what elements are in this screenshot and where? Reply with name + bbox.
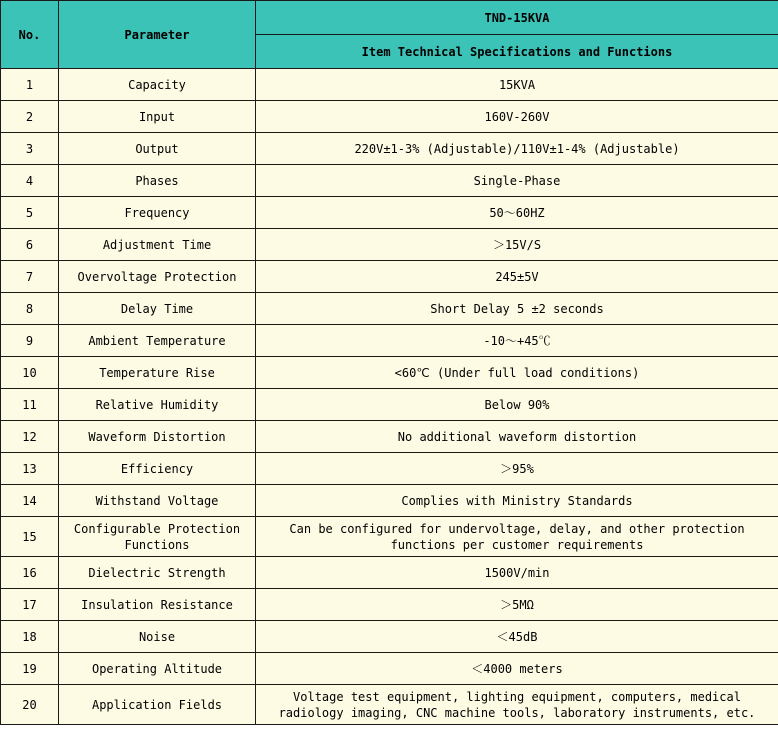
table-row [1,557,778,589]
row-parameter: Application Fields [59,685,256,725]
row-parameter: Capacity [59,69,256,101]
row-parameter: Ambient Temperature [59,325,256,357]
table-header [1,1,778,69]
row-number: 15 [1,517,59,557]
table-row [1,165,778,197]
table-row [1,69,778,101]
row-value: 1500V/min [256,557,778,589]
row-parameter: Frequency [59,197,256,229]
row-parameter: Temperature Rise [59,357,256,389]
table-row [1,389,778,421]
row-number: 16 [1,557,59,589]
row-value: 245±5V [256,261,778,293]
row-number: 19 [1,653,59,685]
row-value: ＞15V/S [256,229,778,261]
table-row [1,357,778,389]
row-parameter: Output [59,133,256,165]
row-value: 50～60HZ [256,197,778,229]
row-value: ＜45dB [256,621,778,653]
table-row [1,453,778,485]
row-parameter: Efficiency [59,453,256,485]
row-number: 11 [1,389,59,421]
row-value: Can be configured for undervoltage, delay, and other protection functions per customer requirements [256,517,778,557]
row-value: Single-Phase [256,165,778,197]
row-number: 4 [1,165,59,197]
row-number: 7 [1,261,59,293]
table-row [1,517,778,557]
row-number: 9 [1,325,59,357]
row-value: Complies with Ministry Standards [256,485,778,517]
row-parameter: Dielectric Strength [59,557,256,589]
row-number: 2 [1,101,59,133]
row-value: -10～+45℃ [256,325,778,357]
row-number: 13 [1,453,59,485]
table-row [1,101,778,133]
table-row [1,293,778,325]
row-value: ＞5MΩ [256,589,778,621]
header-model: TND-15KVA [256,1,778,35]
table-body [1,69,778,725]
row-value: Short Delay 5 ±2 seconds [256,293,778,325]
row-parameter: Operating Altitude [59,653,256,685]
row-parameter: Relative Humidity [59,389,256,421]
row-number: 8 [1,293,59,325]
row-value: Voltage test equipment, lighting equipment, computers, medical radiology imaging, CNC machine tools, laboratory instruments, etc. [256,685,778,725]
table-row [1,485,778,517]
row-number: 1 [1,69,59,101]
row-number: 20 [1,685,59,725]
row-value: ＞95% [256,453,778,485]
table-row [1,229,778,261]
row-value: Below 90% [256,389,778,421]
row-number: 17 [1,589,59,621]
table-row [1,133,778,165]
table-row [1,325,778,357]
row-parameter: Noise [59,621,256,653]
header-parameter: Parameter [59,1,256,69]
table-row [1,421,778,453]
row-number: 10 [1,357,59,389]
row-parameter: Input [59,101,256,133]
row-value: 160V-260V [256,101,778,133]
table-row [1,589,778,621]
header-no: No. [1,1,59,69]
table-row [1,653,778,685]
row-number: 14 [1,485,59,517]
row-parameter: Withstand Voltage [59,485,256,517]
row-parameter: Phases [59,165,256,197]
row-value: No additional waveform distortion [256,421,778,453]
row-number: 5 [1,197,59,229]
row-parameter: Delay Time [59,293,256,325]
row-parameter: Insulation Resistance [59,589,256,621]
row-number: 18 [1,621,59,653]
row-number: 12 [1,421,59,453]
table-row [1,621,778,653]
row-value: ＜4000 meters [256,653,778,685]
row-parameter: Waveform Distortion [59,421,256,453]
table-row [1,197,778,229]
table-row [1,261,778,293]
header-subtitle: Item Technical Specifications and Functions [256,35,778,69]
row-value: 15KVA [256,69,778,101]
table-row [1,685,778,725]
row-number: 6 [1,229,59,261]
row-value: <60℃ (Under full load conditions) [256,357,778,389]
row-parameter: Adjustment Time [59,229,256,261]
row-parameter: Overvoltage Protection [59,261,256,293]
row-parameter: Configurable Protection Functions [59,517,256,557]
row-number: 3 [1,133,59,165]
row-value: 220V±1-3% (Adjustable)/110V±1-4% (Adjustable) [256,133,778,165]
